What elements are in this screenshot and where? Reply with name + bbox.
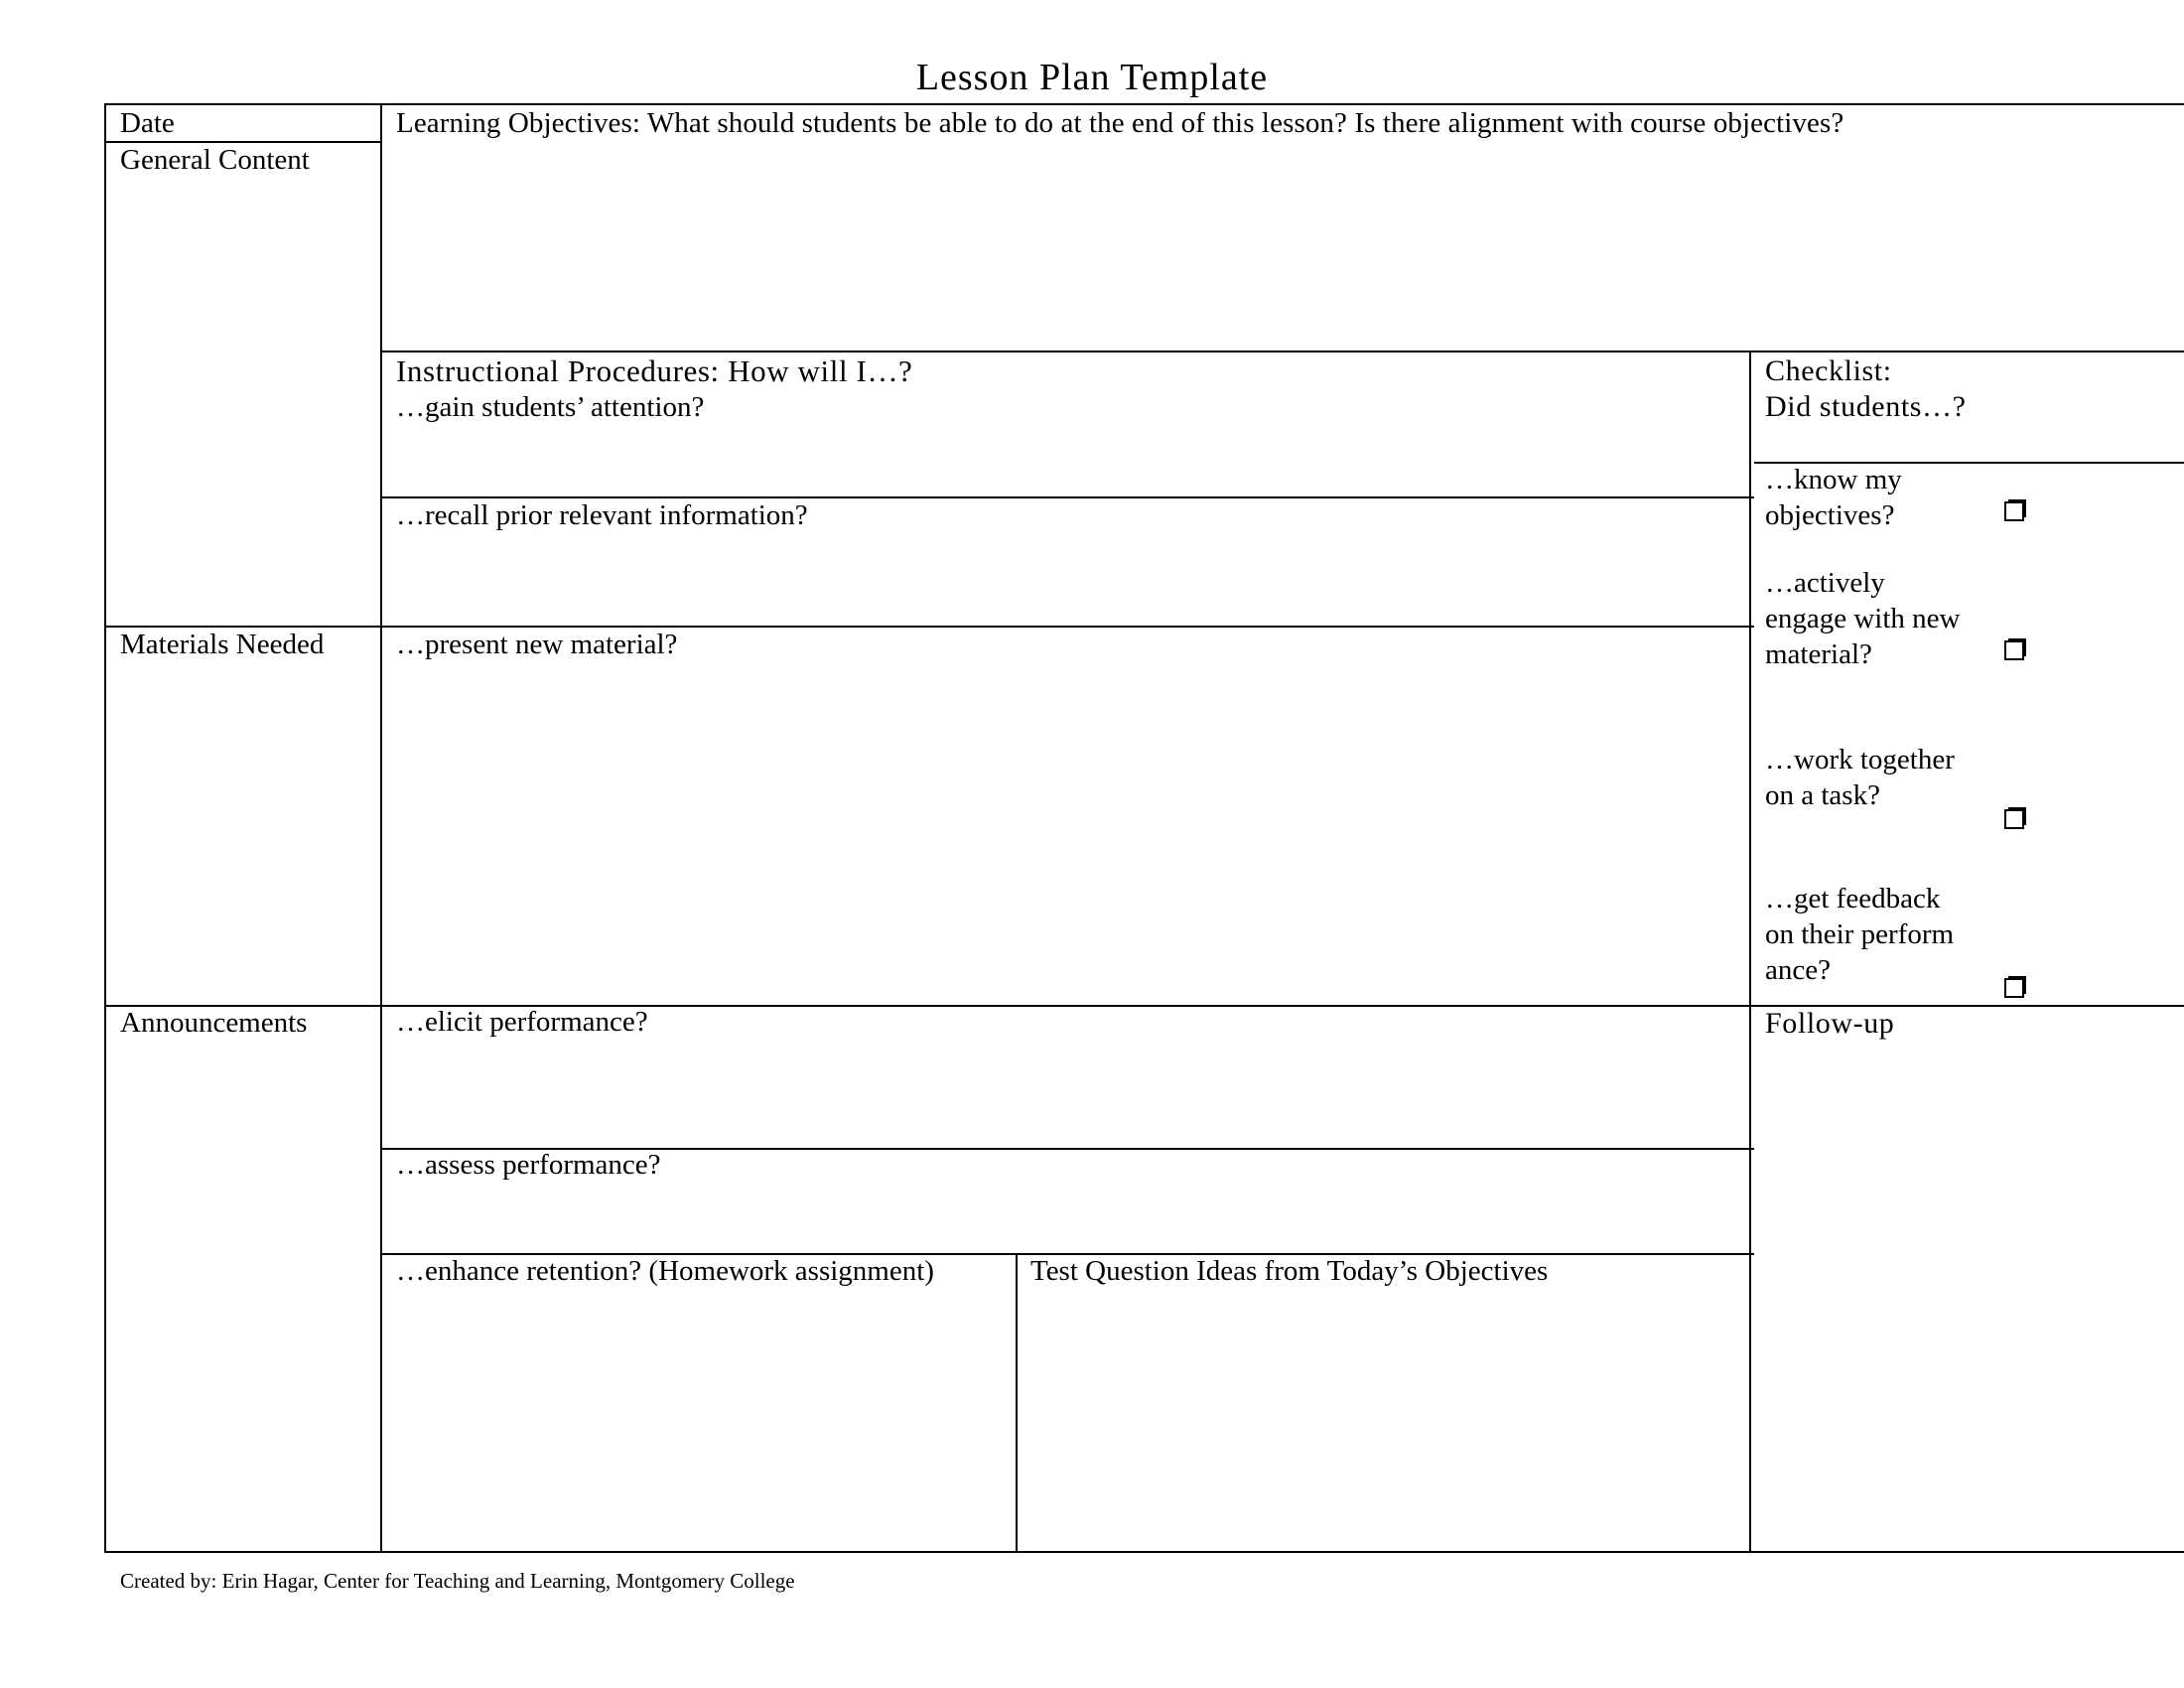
checklist-checkbox-objectives[interactable] xyxy=(2004,501,2024,521)
checklist-item-engage-line-1: …actively xyxy=(1765,567,1885,599)
checklist-item-work-together-line-1: …work together xyxy=(1765,744,1955,775)
follow-up-label: Follow-up xyxy=(1765,1007,1895,1040)
checklist-item-engage-line-2: engage with new xyxy=(1765,603,1961,634)
checklist-item-objectives-line-1: …know my xyxy=(1765,464,1902,495)
elicit-performance-label: …elicit performance? xyxy=(396,1006,648,1038)
checklist-item-feedback-line-1: …get feedback xyxy=(1765,883,1941,914)
divider-objectives xyxy=(380,351,2184,352)
checklist-subheading: Did students…? xyxy=(1765,390,1967,423)
checklist-item-objectives-line-2: objectives? xyxy=(1765,499,1895,531)
divider-right-column xyxy=(1749,351,1751,1553)
present-material-label: …present new material? xyxy=(396,629,678,660)
divider-left-column xyxy=(380,103,382,1553)
materials-needed-label: Materials Needed xyxy=(120,629,325,660)
test-question-ideas-label: Test Question Ideas from Today’s Objectives xyxy=(1030,1255,1549,1287)
recall-prior-label: …recall prior relevant information? xyxy=(396,499,808,531)
date-label: Date xyxy=(120,107,175,139)
gain-attention-label: …gain students’ attention? xyxy=(396,391,705,423)
checklist-item-work-together-line-2: on a task? xyxy=(1765,779,1880,811)
announcements-label: Announcements xyxy=(120,1007,308,1039)
checklist-item-engage-line-3: material? xyxy=(1765,638,1872,670)
enhance-retention-label: …enhance retention? (Homework assignment) xyxy=(396,1255,934,1287)
checklist-heading: Checklist: xyxy=(1765,354,1892,387)
instructional-procedures-heading: Instructional Procedures: How will I…? xyxy=(396,353,913,388)
checklist-item-feedback-line-3: ance? xyxy=(1765,954,1831,986)
table-border-left xyxy=(104,103,106,1553)
divider-recall xyxy=(104,626,1754,628)
checklist-checkbox-engage[interactable] xyxy=(2004,640,2024,660)
general-content-label: General Content xyxy=(120,144,310,176)
checklist-checkbox-work-together[interactable] xyxy=(2004,809,2024,829)
checklist-item-feedback-line-2: on their perform xyxy=(1765,918,1955,950)
table-border-bottom xyxy=(104,1551,2184,1553)
learning-objectives-label: Learning Objectives: What should students be able to do at the end of this lesson? Is there alignment with course objectives? xyxy=(396,107,1844,139)
checklist-checkbox-feedback[interactable] xyxy=(2004,978,2024,998)
assess-performance-label: …assess performance? xyxy=(396,1149,661,1181)
divider-test-questions xyxy=(1016,1253,1018,1553)
page-title: Lesson Plan Template xyxy=(915,57,1269,98)
footer-credit: Created by: Erin Hagar, Center for Teaching and Learning, Montgomery College xyxy=(120,1569,795,1593)
